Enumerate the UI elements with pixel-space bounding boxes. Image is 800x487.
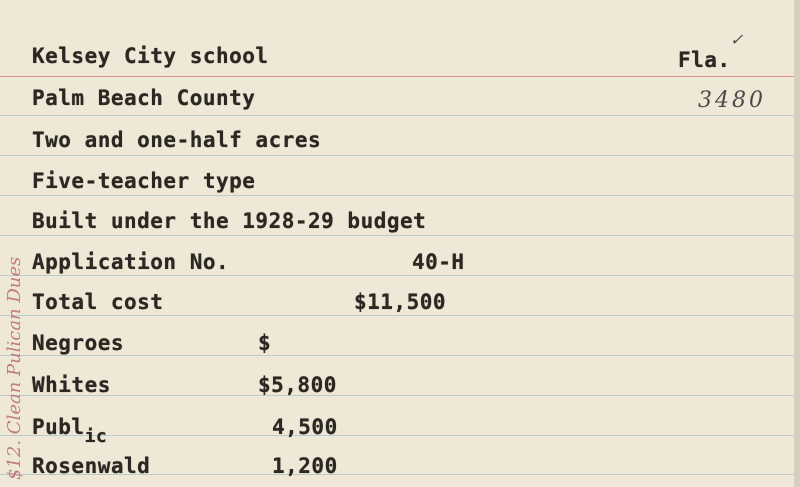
application-label: Application No. xyxy=(32,250,230,274)
negroes-value: $ xyxy=(258,331,272,355)
rosenwald-value: 1,200 xyxy=(272,454,338,478)
blue-rule xyxy=(0,395,800,396)
application-number: 40-H xyxy=(412,250,465,274)
rosenwald-label: Rosenwald xyxy=(32,454,151,478)
card-edge xyxy=(794,0,800,487)
whites-label: Whites xyxy=(32,373,111,397)
negroes-label: Negroes xyxy=(32,331,125,355)
red-rule xyxy=(0,76,800,77)
blue-rule xyxy=(0,315,800,316)
blue-rule xyxy=(0,115,800,116)
blue-rule xyxy=(0,275,800,276)
total-cost-value: $11,500 xyxy=(354,290,447,314)
blue-rule xyxy=(0,195,800,196)
county: Palm Beach County xyxy=(32,86,256,110)
acreage: Two and one-half acres xyxy=(32,128,322,152)
blue-rule xyxy=(0,155,800,156)
margin-note: $12. Clean Pulican Dues xyxy=(4,256,25,480)
blue-rule xyxy=(0,435,800,436)
school-type: Five-teacher type xyxy=(32,169,256,193)
public-value: 4,500 xyxy=(272,415,338,439)
public-label-subscript: ic xyxy=(84,426,108,447)
whites-value: $5,800 xyxy=(258,373,337,397)
school-name: Kelsey City school xyxy=(32,44,269,68)
handwritten-number: 3480 xyxy=(698,88,766,113)
blue-rule xyxy=(0,235,800,236)
total-cost-label: Total cost xyxy=(32,290,164,314)
public-label-main: Publ xyxy=(32,415,85,439)
public-label xyxy=(32,415,108,447)
blue-rule xyxy=(0,355,800,356)
check-mark: ✓ xyxy=(730,30,744,49)
state-abbrev: Fla. xyxy=(678,48,731,72)
budget-year: Built under the 1928-29 budget xyxy=(32,209,427,233)
